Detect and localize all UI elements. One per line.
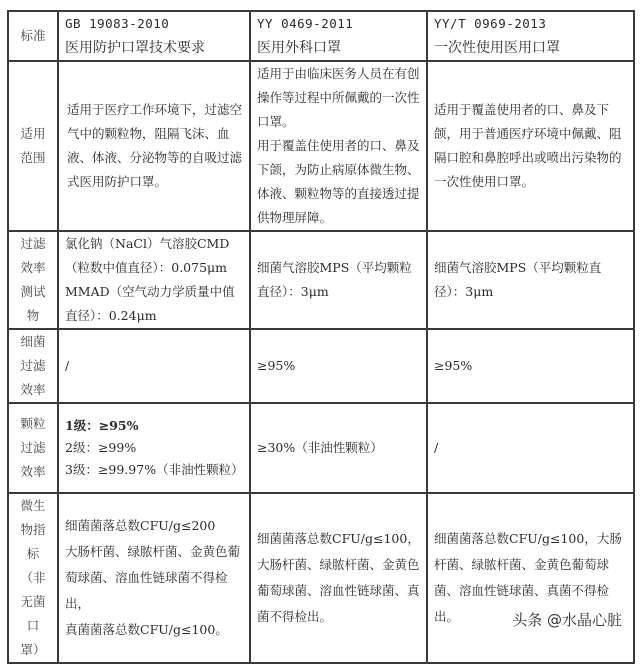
row-scope xyxy=(8,61,634,231)
cell-aerosol-gb19083: 氯化钠（NaCl）气溶胶CMD（粒数中值直径）：0.075μm MMAD（空气动力学质量中值直径）：0.24μm xyxy=(58,231,250,329)
cell-scope-gb19083: 适用于医疗工作环境下，过滤空气中的颗粒物，阻隔飞沫、血液、体液、分泌物等的自吸过滤式医用防护口罩。 xyxy=(58,61,250,231)
mask-standards-table xyxy=(7,10,635,664)
watermark: 头条 @水晶心脏 xyxy=(512,611,622,629)
header-yyt0969 xyxy=(427,11,634,61)
row-particle-filtration xyxy=(8,403,634,493)
cell-pfe-gb19083 xyxy=(58,403,250,493)
row-label-microbial: 微生 物指 标 （非 无菌 口 罩） xyxy=(8,493,58,663)
grade-1: 1级：≥95% xyxy=(65,418,139,433)
row-test-aerosol xyxy=(8,231,634,329)
standard-title: 医用外科口罩 xyxy=(257,40,341,56)
cell-bfe-yy0469: ≥95% xyxy=(250,329,427,403)
standard-code: YY/T 0969-2013 xyxy=(434,16,547,31)
header-row xyxy=(8,11,634,61)
cell-micro-yyt0969: 细菌菌落总数CFU/g≤100，大肠杆菌、绿脓杆菌、金黄色葡萄球菌、溶血性链球菌、真菌不得检出。 xyxy=(427,493,634,663)
cell-scope-yy0469: 适用于由临床医务人员在有创操作等过程中所佩戴的一次性口罩。 用于覆盖住使用者的口、鼻及下颌，为防止病原体微生物、体液、颗粒物等的直接透过提供物理屏障。 xyxy=(250,61,427,231)
row-label-particle-filtration: 颗粒 过滤 效率 xyxy=(8,403,58,493)
row-bacterial-filtration xyxy=(8,329,634,403)
row-label-scope: 适用 范围 xyxy=(8,61,58,231)
cell-bfe-yyt0969: ≥95% xyxy=(427,329,634,403)
cell-pfe-yyt0969: / xyxy=(427,403,634,493)
row-microbial xyxy=(8,493,634,663)
header-gb19083 xyxy=(58,11,250,61)
row-label-test-aerosol: 过滤 效率 测试 物 xyxy=(8,231,58,329)
cell-aerosol-yy0469: 细菌气溶胶MPS（平均颗粒直径）：3μm xyxy=(250,231,427,329)
cell-pfe-yy0469: ≥30%（非油性颗粒） xyxy=(250,403,427,493)
cell-micro-gb19083: 细菌菌落总数CFU/g≤200 大肠杆菌、绿脓杆菌、金黄色葡萄球菌、溶血性链球菌不得检出， 真菌菌落总数CFU/g≤100。 xyxy=(58,493,250,663)
standard-title: 医用防护口罩技术要求 xyxy=(65,40,205,56)
standard-title: 一次性使用医用口罩 xyxy=(434,40,560,56)
cell-micro-yy0469: 细菌菌落总数CFU/g≤100，大肠杆菌、绿脓杆菌、金黄色葡萄球菌、溶血性链球菌、真菌不得检出。 xyxy=(250,493,427,663)
grade-2: 2级：≥99% xyxy=(65,440,137,455)
standard-code: YY 0469-2011 xyxy=(257,16,354,31)
cell-aerosol-yyt0969: 细菌气溶胶MPS（平均颗粒直径）：3μm xyxy=(427,231,634,329)
cell-bfe-gb19083: / xyxy=(58,329,250,403)
header-yy0469 xyxy=(250,11,427,61)
header-label: 标准 xyxy=(8,11,58,61)
grade-3: 3级：≥99.97%（非油性颗粒） xyxy=(65,462,244,477)
row-label-bacterial-filtration: 细菌 过滤 效率 xyxy=(8,329,58,403)
standard-code: GB 19083-2010 xyxy=(65,16,170,31)
cell-scope-yyt0969: 适用于覆盖使用者的口、鼻及下颌，用于普通医疗环境中佩戴、阻隔口腔和鼻腔呼出或喷出污染物的一次性使用口罩。 xyxy=(427,61,634,231)
